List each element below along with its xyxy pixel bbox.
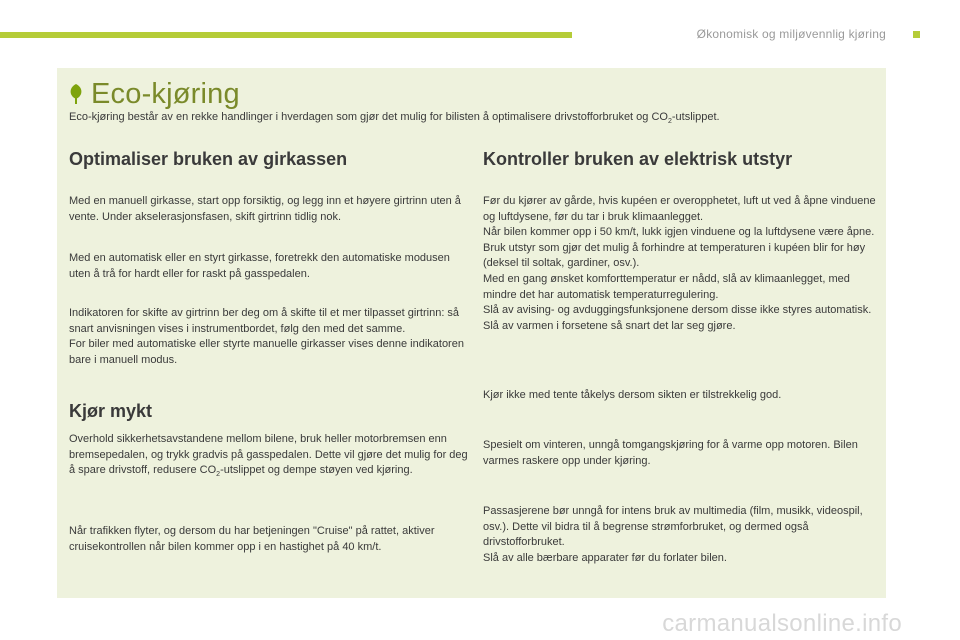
header-accent-bar — [0, 32, 572, 38]
paragraph-safety-distance: Overhold sikkerhetsavstandene mellom bilene, bruk heller motorbremsen enn bremsepedalen, og trykk gradvis på gasspedalen. Dette vil gjøre det mulig for deg å spare drivstoff, redusere $CO_2$-utslippet og dempe støyen ved kjøring. — [69, 433, 468, 479]
heading-drive-smoothly: Kjør mykt — [69, 401, 153, 421]
paragraph-idling: Spesielt om vinteren, unngå tomgangskjøring for å varme opp motoren. Bilen varmes raskere opp under kjøring. — [483, 439, 858, 467]
paragraph-cruise-control: Når trafikken flyter, og dersom du har betjeningen "Cruise" på rattet, aktiver cruisekontrollen når bilen kommer opp i en hastighet på 40 km/t. — [69, 525, 435, 553]
header-accent-square — [913, 31, 920, 38]
heading-gearbox: Optimaliser bruken av girkassen — [69, 149, 348, 169]
section-title: Økonomisk og miljøvennlig kjøring — [696, 27, 886, 41]
eco-intro: Eco-kjøring består av en rekke handlinger i hverdagen som gjør det mulig for bilisten å optimalisere drivstofforbruket og $CO_2$-utslippet. — [69, 111, 720, 126]
leaf-icon — [67, 83, 85, 105]
paragraph-automatic-gearbox: Med en automatisk eller en styrt girkasse, foretrekk den automatiske modusen uten å trå for hardt eller for raskt på gasspedalen. — [69, 252, 450, 280]
paragraph-multimedia: Passasjerene bør unngå for intens bruk av multimedia (film, musikk, videospil, osv.). Dette vil bidra til å begrense strømforbruket, og dermed også drivstofforbruket. Slå av alle bærbare apparater før du forlater bilen. — [483, 505, 863, 564]
heading-electrical-equipment: Kontroller bruken av elektrisk utstyr — [483, 149, 793, 169]
paragraph-fog-lights: Kjør ikke med tente tåkelys dersom sikten er tilstrekkelig god. — [483, 389, 782, 401]
eco-title: Eco-kjøring — [91, 77, 240, 110]
watermark-logo: carmanualsonline.info — [662, 610, 902, 637]
eco-heading — [67, 78, 240, 110]
paragraph-gear-indicator: Indikatoren for skifte av girtrinn ber deg om å skifte til et mer tilpasset girtrinn: så snart anvisningen vises i instrumentbordet, følg den med det samme. For biler med automatiske eller styrte manuelle girkasser vises denne indikatoren bare i manuell modus. — [69, 307, 464, 366]
paragraph-climate-advice: Før du kjører av gårde, hvis kupéen er overopphetet, luft ut ved å åpne vinduene og luftdysene, før du tar i bruk klimaanlegget. Når bilen kommer opp i 50 km/t, lukk igjen vinduene og la luftdysene være åpne. Bruk utstyr som gjør det mulig å forhindre at temperaturen i kupéen blir for høy (deksel til soltak, gardiner, osv.). Med en gang ønsket komforttemperatur er nådd, slå av klimaanlegget, med mindre det har automatisk temperaturregulering. Slå av avising- og avduggingsfunksjonene dersom disse ikke styres automatisk. Slå av varmen i forsetene så snart det lar seg gjøre. — [483, 195, 876, 332]
paragraph-manual-gearbox: Med en manuell girkasse, start opp forsiktig, og legg inn et høyere girtrinn uten å vente. Under akselerasjonsfasen, skift girtrinn tidlig nok. — [69, 195, 461, 223]
